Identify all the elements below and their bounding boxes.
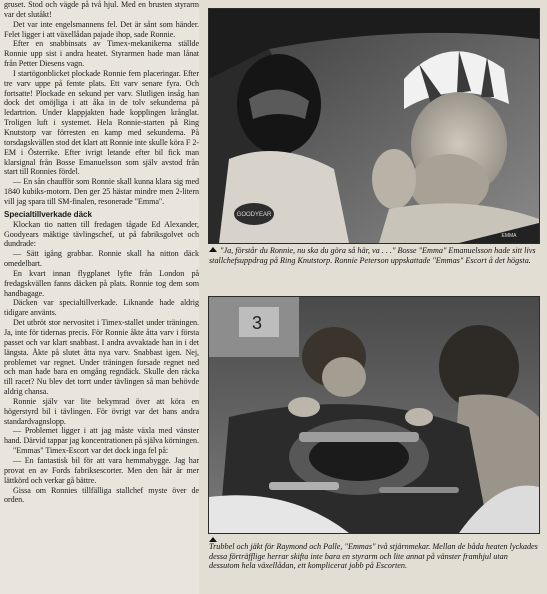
goodyear-badge: GOODYEAR bbox=[236, 212, 272, 218]
article-paragraph: — Sätt igång grabbar. Ronnie skall ha nitton däck omedelbart. bbox=[4, 249, 199, 269]
article-paragraph: Gissa om Ronnies tillfälliga stallchef myste över de orden. bbox=[4, 485, 199, 505]
caption-arrow-icon bbox=[209, 247, 217, 252]
photo-1-illustration bbox=[209, 9, 539, 243]
article-paragraph: Ronnie själv var lite bekymrad över att köra en högerstyrd bil i tävlingen. För övrigt var det hans andra standardvagnslopp. bbox=[4, 396, 199, 426]
article-paragraph: — En fantastisk bil för att vara hemmabygge. Jag har provat en av Fords fabriksescorter. Men den här är mer lättkörd och verkar gå bättre. bbox=[4, 455, 199, 485]
photo-mechanics-engine bbox=[208, 296, 540, 534]
photo-1-caption-text: "Ja, förstår du Ronnie, nu ska du göra så här, va . . ." Bosse "Emma" Emanuelsson hade sitt livs stallchefsuppdrag på Ring Knutstorp. Ronnie Peterson uppskattade "Emmas" Escort å det högsta. bbox=[209, 246, 536, 265]
photo-panel bbox=[199, 0, 547, 594]
article-paragraph: — En sån chaufför som Ronnie skall kunna klara sig med 1840 kubiks-motorn. Den ger 25 hästar mindre men 2-litern vill jag spara till SM-finalen, resonerade "Emma". bbox=[4, 177, 199, 206]
article-paragraph: En kvart innan flygplanet lyfte från London på fredagskvällen fanns däcken på plats. Ronnie tog dem som handbagage. bbox=[4, 268, 199, 298]
article-text-column bbox=[4, 0, 199, 594]
article-paragraph: "Emmas" Timex-Escort var det dock inga fel på: bbox=[13, 446, 169, 456]
article-paragraph: Klockan tio natten till fredagen tågade Ed Alexander, Goodyears mäktige tävlingschef, ut på fabriksgolvet och dundrade: bbox=[4, 219, 199, 249]
photo-1-caption bbox=[209, 246, 539, 265]
article-paragraph: Det utbröt stor nervositet i Timex-stallet under träningen. Ja, inte för tidernas precis. För Ronnie åkte åtta varv i första passet och var klart snabbast. I andra avvaktade han in i det längsta. Åkte på slutet åtta nya varv. Snabbast igen. Nej, problemet var regnet. Under träningen forsade regnet ned och man hade bara en omgång regndäck. Skulle den räcka till racet? Nu blev det torrt under tävlingen så man behövde aldrig chansa. bbox=[4, 318, 199, 397]
photo-driver-and-team-boss bbox=[208, 8, 540, 244]
article-paragraph: gruset. Stod och vägde på två hjul. Med en brusten styrarm var det slutåkt! bbox=[4, 0, 199, 19]
photo-2-caption bbox=[209, 536, 539, 571]
section-heading: Specialtillverkade däck bbox=[4, 209, 92, 219]
photo-2-illustration bbox=[209, 297, 539, 533]
emma-badge: EMMA bbox=[501, 233, 517, 239]
article-paragraph: Efter en snabbinsats av Timex-mekanikerna ställde Ronnie upp sist i andra heatet. Styrarmen hade man lånat från Petter Diesens vagn. bbox=[4, 39, 199, 69]
photo-2-caption-text: Trubbel och jäkt för Raymond och Palle, "Emmas" två stjärnmekar. Mellan de båda heaten lyckades dessa förträfflige herrar skifta inte bara en styrarm och lite annat på vänster framhjul utan dessutom hela växellådan, ett komplicerat jobb på Escorten. bbox=[209, 542, 538, 571]
article-paragraph: I startögonblicket plockade Ronnie fem placeringar. Efter tre varv uppe på femte plats. Ett varv senare fyra. Och fortsatte! Plockade en sekund per varv. Slutligen insåg han dock det omöjliga i att åka in de tolv sekunderna på ledartrion. Under klappjakten hade kopplingen krånglat. Troligen luft i systemet. Hela Ronnie-starten på Ring Knutstorp var förresten en kamp med sekunderna. På torsdagskvällen stod det klart att Ronnie inte skulle köra F 2-EM i Österrike. Efter ivrigt letande efter bil fick man klarsignal från Bosse Emanuelsson som själv avstod från start till Ronnies fördel. bbox=[4, 68, 199, 177]
article-paragraph: — Problemet ligger i att jag måste växla med vänster hand. Därvid tappar jag koncentrationen på själva körningen. bbox=[4, 426, 199, 446]
article-paragraph: Det var inte engelsmannens fel. Det är sånt som händer. Felet ligger i att växellådan pajade ihop, sade Ronnie. bbox=[4, 19, 199, 39]
car-number: 3 bbox=[251, 313, 263, 333]
article-paragraph: Däcken var specialtillverkade. Liknande hade aldrig tidigare använts. bbox=[4, 298, 199, 318]
